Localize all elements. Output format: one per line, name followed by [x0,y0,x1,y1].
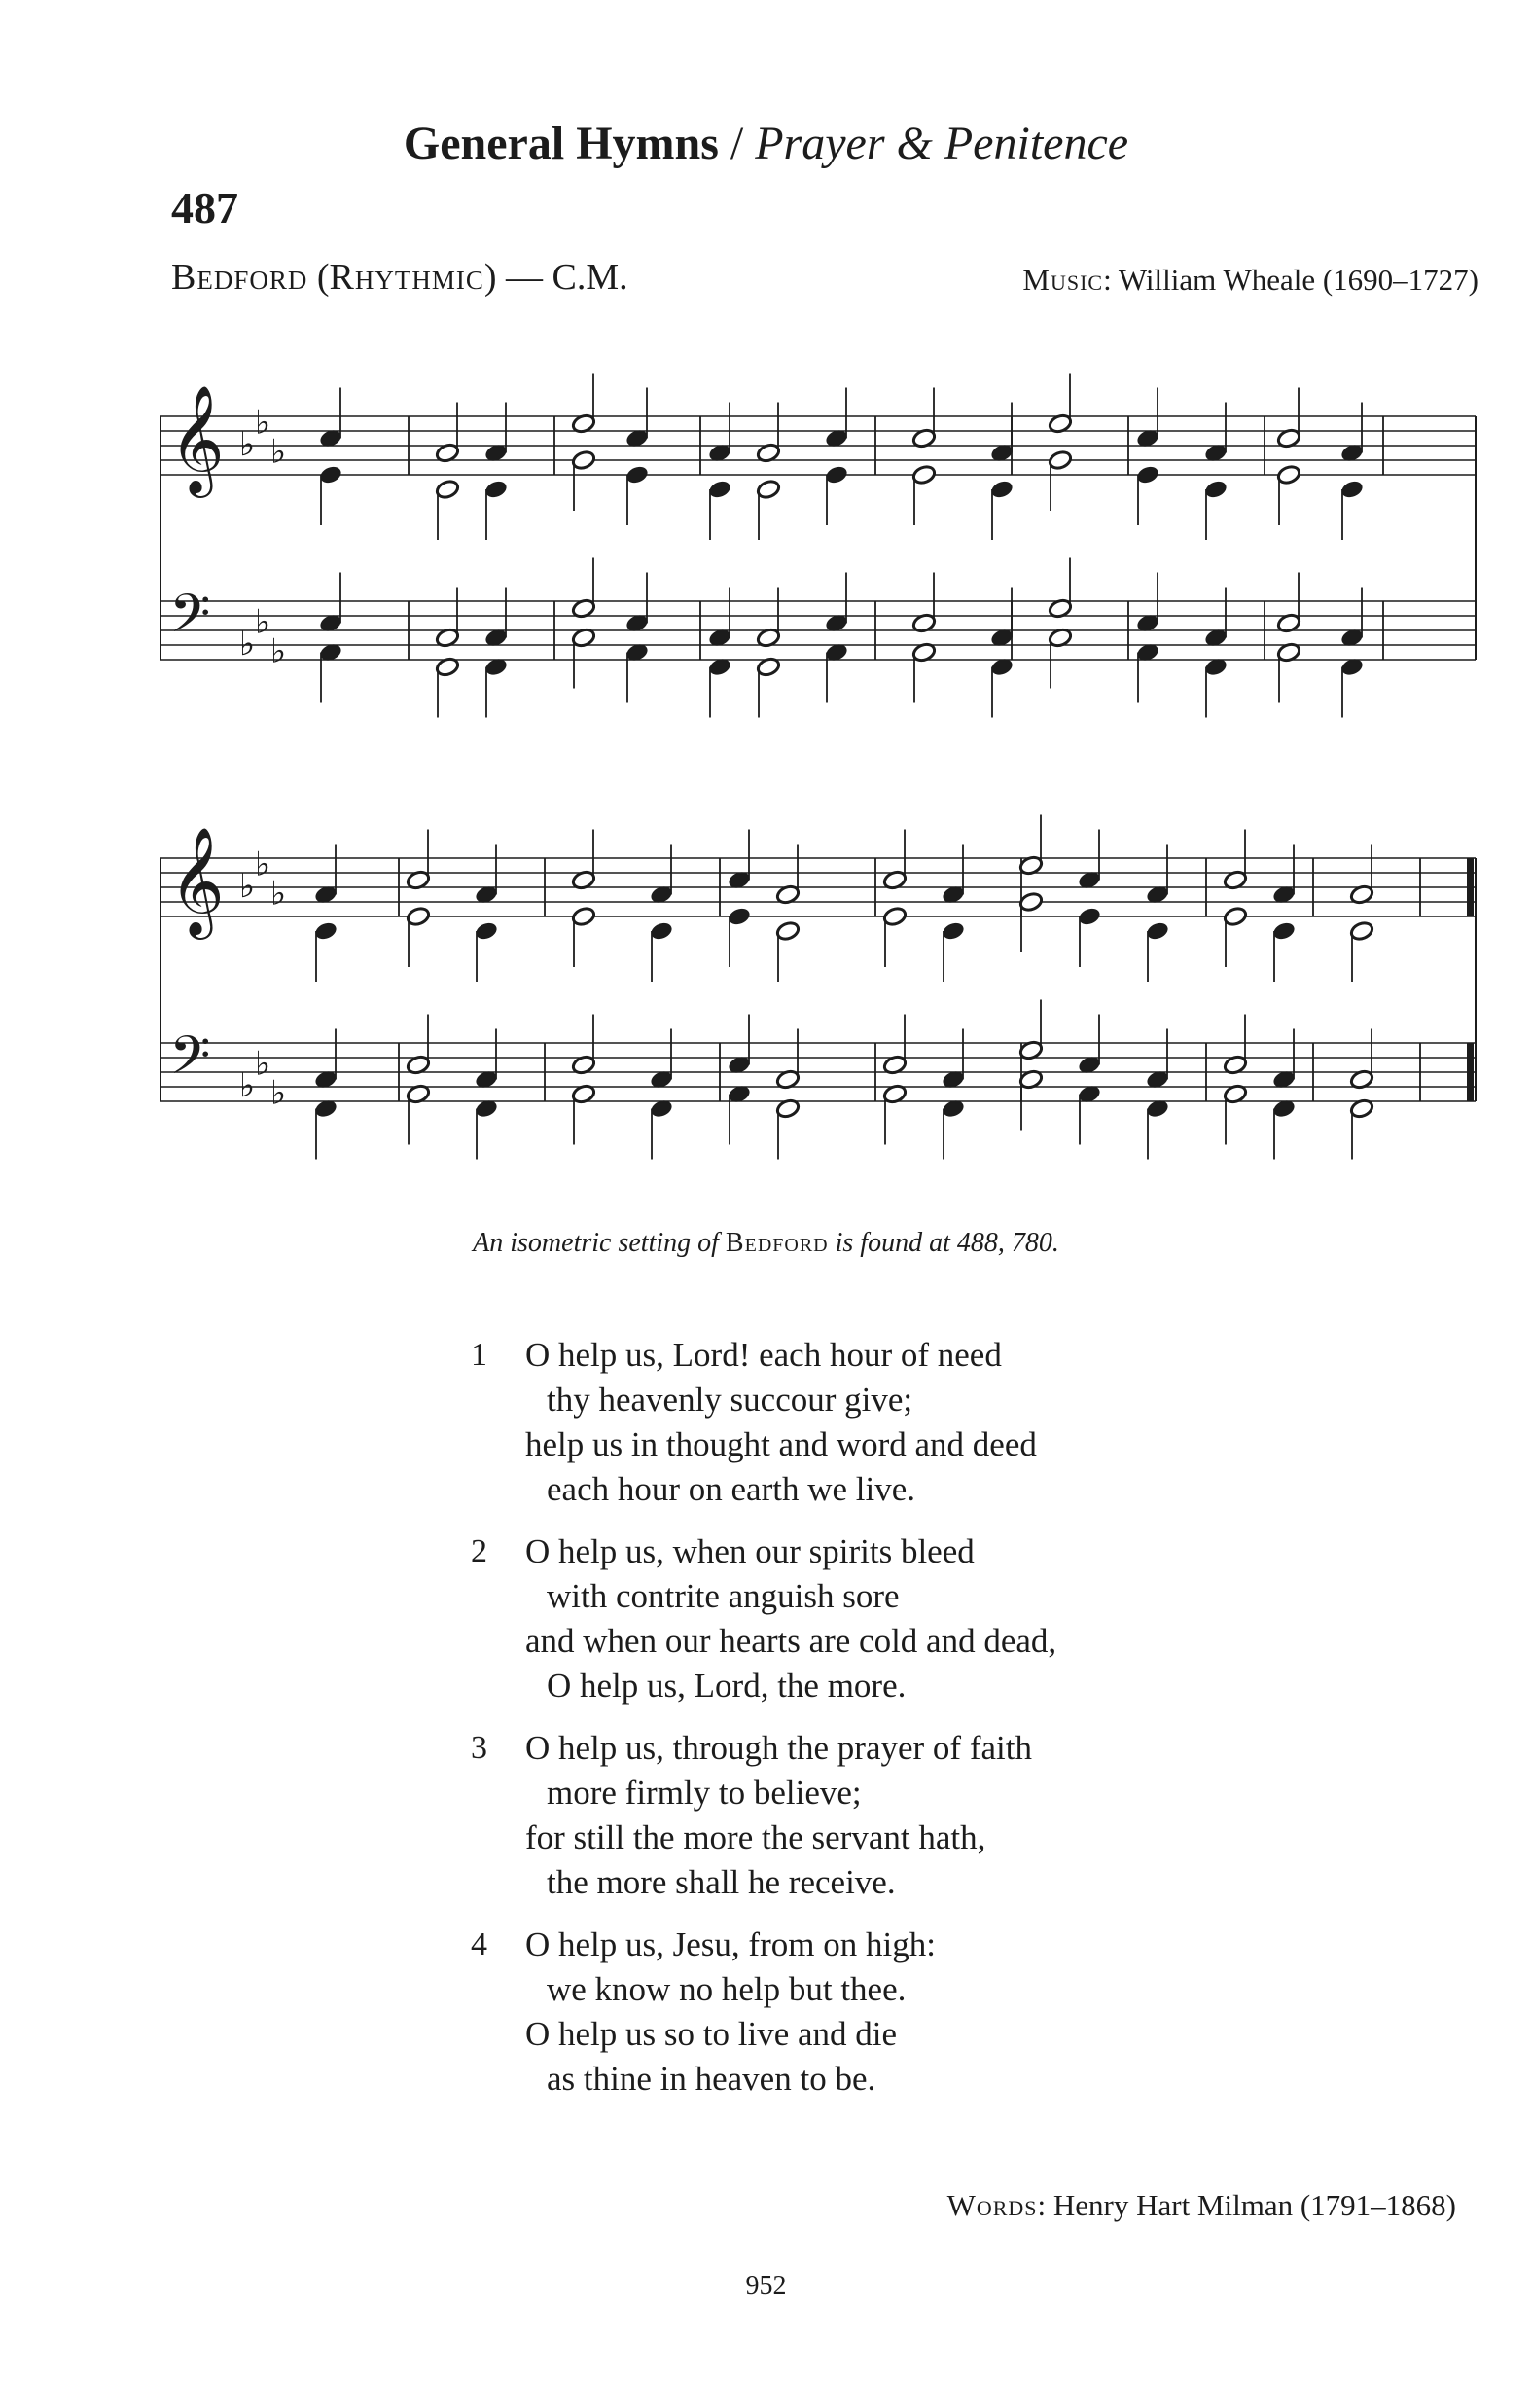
verse-line: the more shall he receive. [547,1863,896,1901]
verse-number: 2 [471,1533,487,1569]
verse-number: 1 [471,1337,487,1373]
treble-clef-icon: 𝄞 [169,826,225,935]
verse-line: for still the more the servant hath, [525,1818,986,1856]
flat-icon: ♭ [239,867,256,906]
verse-line: O help us, Jesu, from on high: [525,1925,936,1963]
flat-icon: ♭ [239,625,256,664]
score-system-2-staves [160,815,1476,1160]
isometric-setting-note [0,1224,1532,1263]
tune-name: Bedford [171,257,308,298]
verse-line: O help us, Lord, the more. [547,1667,907,1705]
flat-icon: ♭ [255,403,271,443]
flat-icon: ♭ [255,602,271,642]
flat-icon: ♭ [270,874,287,914]
music-score-system-2 [156,800,1480,1208]
page-header [0,115,1532,173]
music-credit [1022,261,1479,300]
bass-clef-icon: 𝄢 [169,1024,211,1099]
music-label: Music [1022,263,1104,297]
tune-meter: — C.M. [496,257,628,298]
music-credit-text: : William Wheale (1690–1727) [1103,263,1479,297]
verse-number: 3 [471,1730,487,1766]
flat-icon: ♭ [255,845,271,884]
note-suffix: is found at 488, 780. [828,1228,1059,1258]
verse-line: as thine in heaven to be. [547,2060,876,2098]
verse-line: each hour on earth we live. [547,1470,916,1508]
verse-line: help us in thought and word and deed [525,1425,1037,1463]
verse-2 [471,1529,1443,1708]
verse-4 [471,1923,1443,2102]
flat-icon: ♭ [255,1044,271,1084]
final-barline [1467,858,1474,916]
flat-icon: ♭ [270,631,287,671]
note-prefix: An isometric setting of [473,1228,726,1258]
flat-icon: ♭ [270,432,287,472]
bass-clef-icon: 𝄢 [169,583,211,658]
tune-qualifier: Rhythmic [329,257,484,298]
flat-icon: ♭ [270,1073,287,1113]
verse-line: thy heavenly succour give; [547,1381,913,1419]
words-credit [947,2186,1456,2225]
header-title-main: General Hymns [403,118,719,169]
verse-3 [471,1726,1443,1905]
score-system-1-staves [160,374,1476,718]
verse-line: O help us, Lord! each hour of need [525,1336,1002,1374]
verse-line: O help us so to live and die [525,2015,898,2053]
header-separator: / [718,118,756,169]
tune-paren-close: ) [483,257,497,298]
hymn-number: 487 [171,183,238,233]
hymn-verses [471,1333,1443,2119]
verse-number: 4 [471,1926,487,1962]
flat-icon: ♭ [239,1066,256,1105]
verse-line: O help us, when our spirits bleed [525,1532,975,1570]
music-score-system-1 [156,358,1480,767]
flat-icon: ♭ [239,425,256,464]
verse-line: more firmly to believe; [547,1774,862,1812]
treble-clef-icon: 𝄞 [169,384,225,493]
page-number: 952 [745,2271,787,2301]
tune-paren-open: ( [307,257,330,298]
final-barline [1467,1043,1474,1101]
verse-line: with contrite anguish sore [547,1577,900,1615]
words-credit-text: : Henry Hart Milman (1791–1868) [1037,2188,1456,2222]
tune-info [171,255,628,300]
words-label: Words [946,2188,1038,2222]
verse-1 [471,1333,1443,1512]
verse-line: we know no help but thee. [547,1970,907,2008]
header-title-sub: Prayer & Penitence [755,118,1129,169]
verse-line: O help us, through the prayer of faith [525,1729,1032,1767]
verse-line: and when our hearts are cold and dead, [525,1622,1057,1660]
note-tune: Bedford [725,1228,829,1258]
